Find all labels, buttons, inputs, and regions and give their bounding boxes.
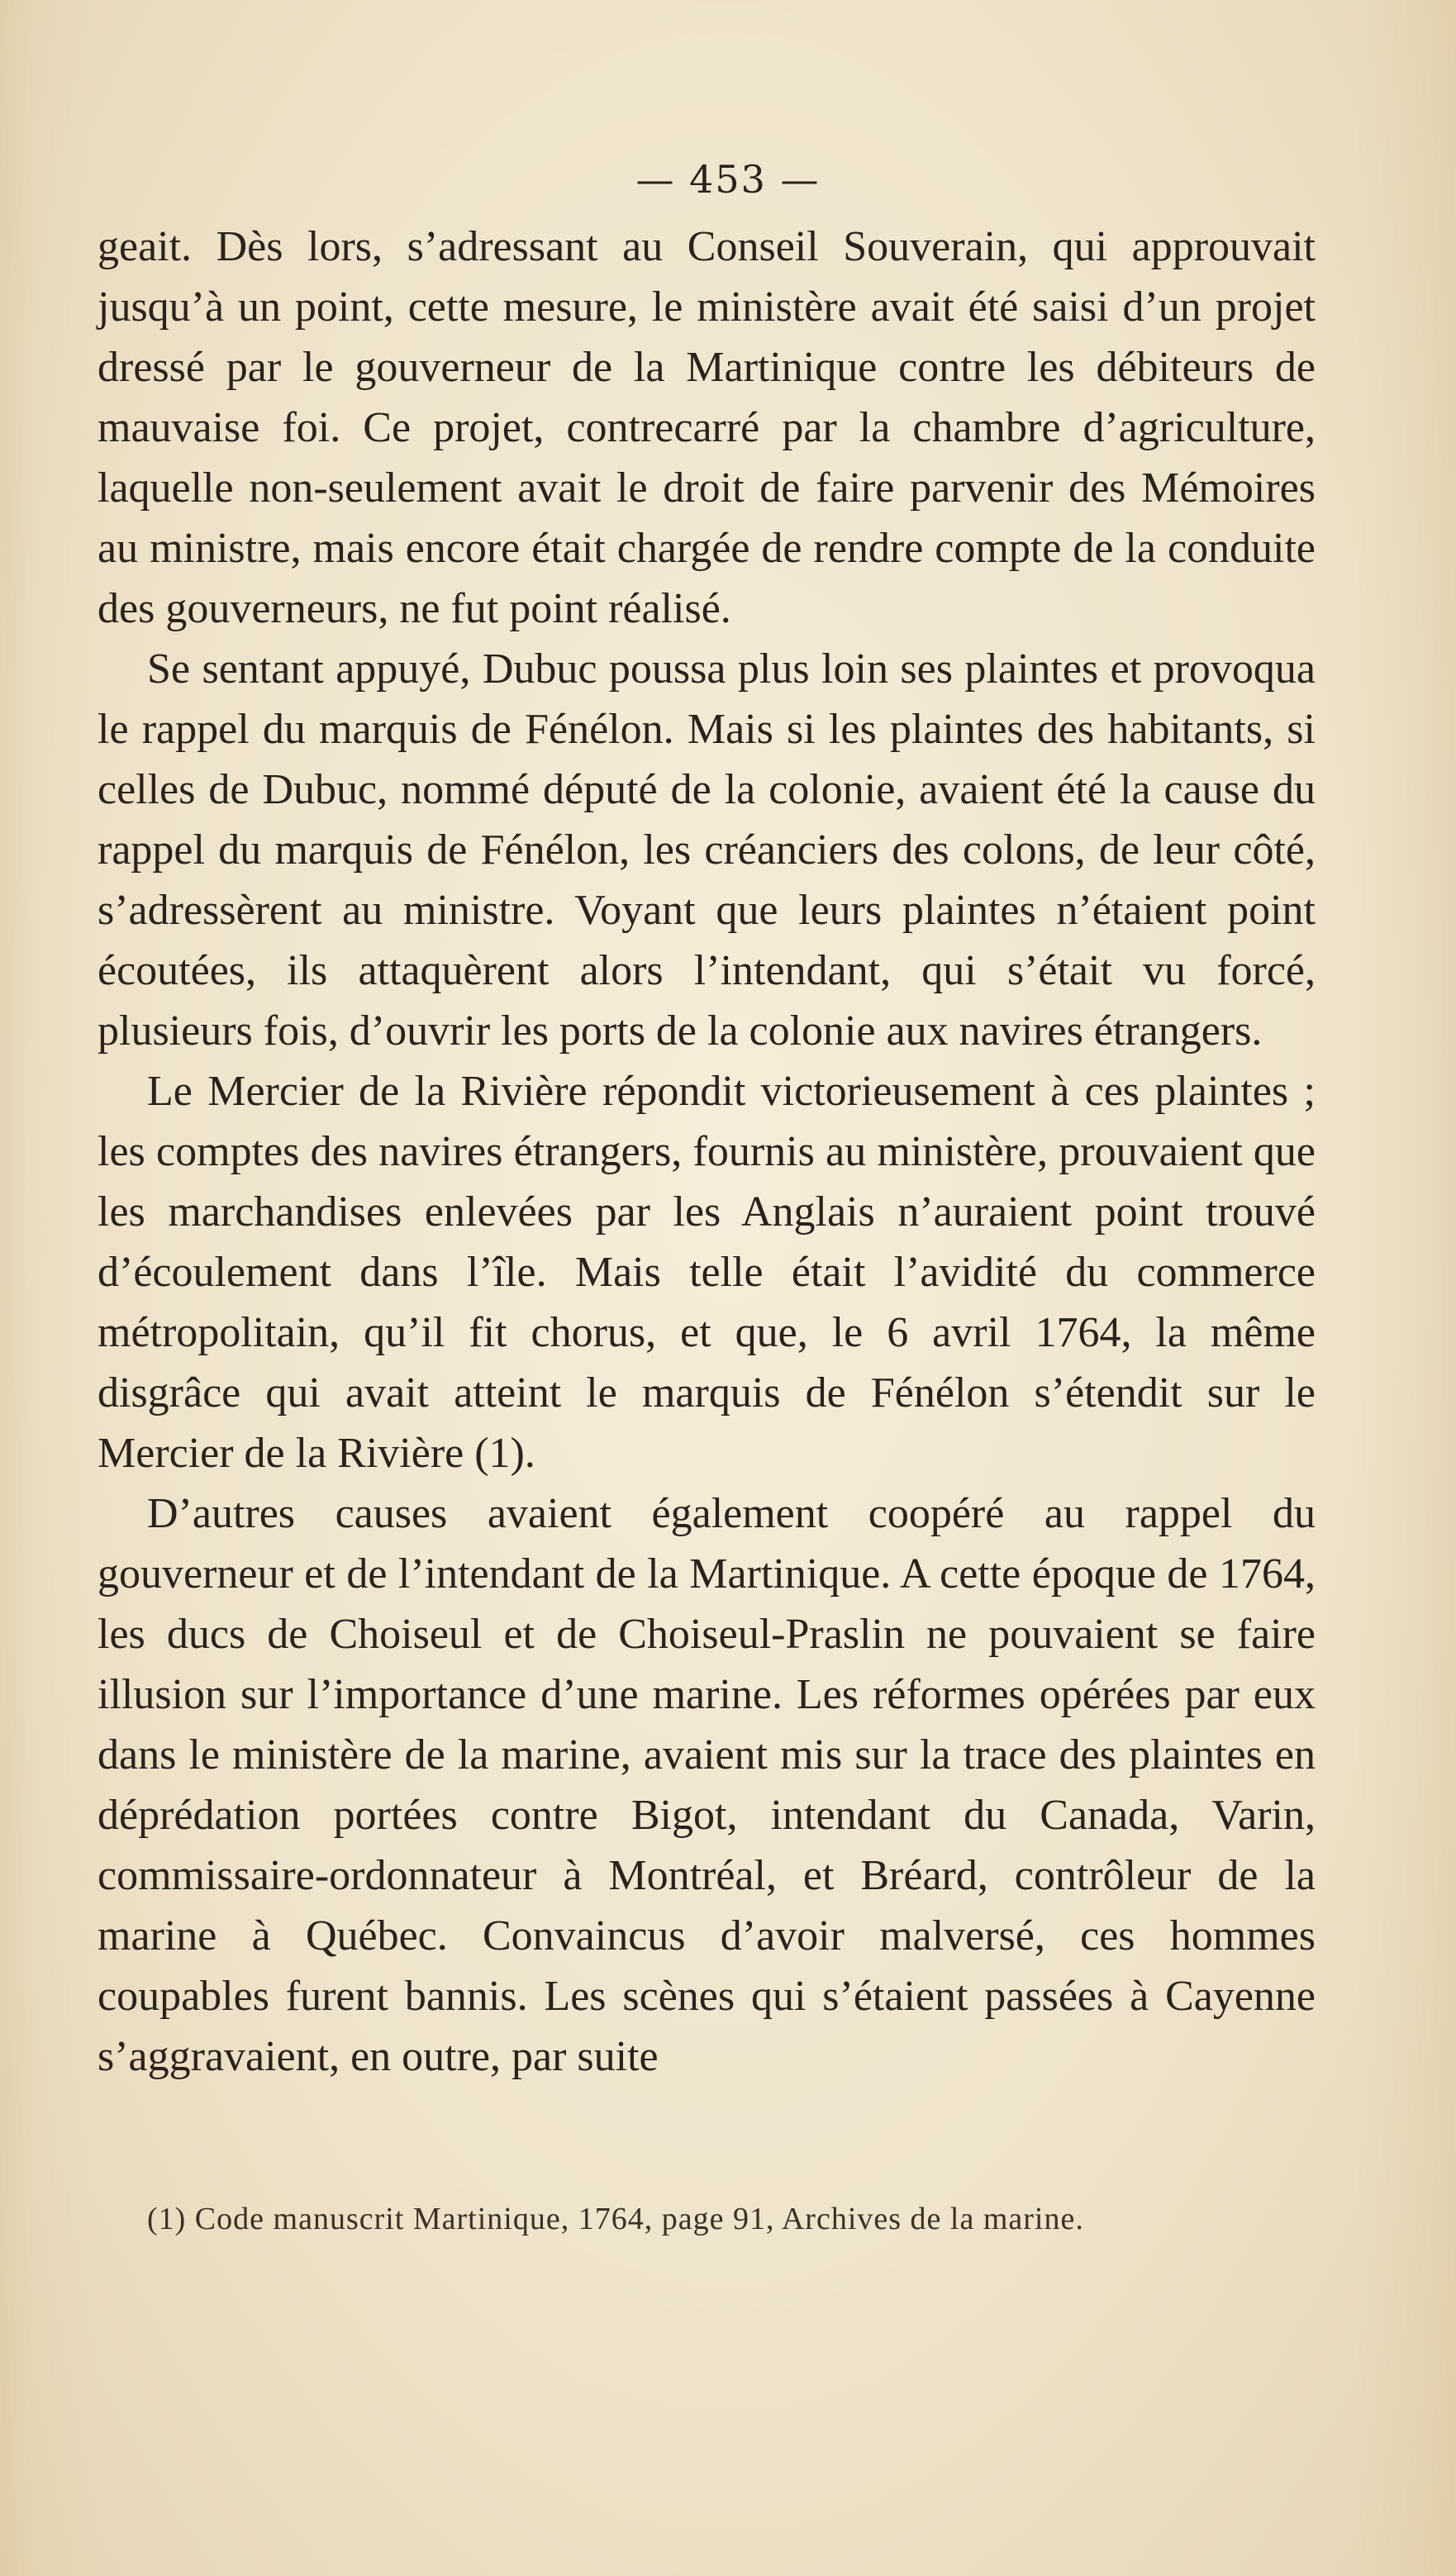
paragraph-1: geait. Dès lors, s’adressant au Conseil Souverain, qui approuvait jusqu’à un point, cette mesure, le ministère avait été saisi d’un projet dressé par le gouverneur de la Martinique contre les débiteurs de mauvaise foi. Ce projet, contrecarré par la chambre d’agriculture, laquelle non-seulement avait le droit de faire parvenir des Mémoires au ministre, mais encore était chargée de rendre compte de la conduite des gouverneurs, ne fut point réalisé. [98, 223, 1316, 632]
paragraph-3: Le Mercier de la Rivière répondit victorieusement à ces plaintes ; les comptes des navires étrangers, fournis au ministère, prouvaient que les marchandises enlevées par les Anglais n’auraient point trouvé d’écoulement dans l’île. Mais telle était l’avidité du commerce métropolitain, qu’il fit chorus, et que, le 6 avril 1764, la même disgrâce qui avait atteint le marquis de Fénélon s’étendit sur le Mercier de la Rivière (1). [98, 1068, 1316, 1477]
body-text [98, 217, 1316, 2087]
page-number: — 453 — [635, 157, 821, 202]
paragraph-4: D’autres causes avaient également coopéré au rappel du gouverneur et de l’intendant de la Martinique. A cette époque de 1764, les ducs de Choiseul et de Choiseul-Praslin ne pouvaient se faire illusion sur l’importance d’une marine. Les réformes opérées par eux dans le ministère de la marine, avaient mis sur la trace des plaintes en déprédation portées contre Bigot, intendant du Canada, Varin, commissaire-ordonnateur à Montréal, et Bréard, contrôleur de la marine à Québec. Convaincus d’avoir malversé, ces hommes coupables furent bannis. Les scènes qui s’étaient passées à Cayenne s’aggravaient, en outre, par suite [98, 1490, 1316, 2080]
paragraph-2: Se sentant appuyé, Dubuc poussa plus loin ses plaintes et provoqua le rappel du marquis de Fénélon. Mais si les plaintes des habitants, si celles de Dubuc, nommé député de la colonie, avaient été la cause du rappel du marquis de Fénélon, les créanciers des colons, de leur côté, s’adressèrent au ministre. Voyant que leurs plaintes n’étaient point écoutées, ils attaquèrent alors l’intendant, qui s’était vu forcé, plusieurs fois, d’ouvrir les ports de la colonie aux navires étrangers. [98, 645, 1316, 1055]
footnote-text: (1) Code manuscrit Martinique, 1764, page 91, Archives de la marine. [147, 2202, 1084, 2236]
footnote [98, 2200, 1316, 2238]
